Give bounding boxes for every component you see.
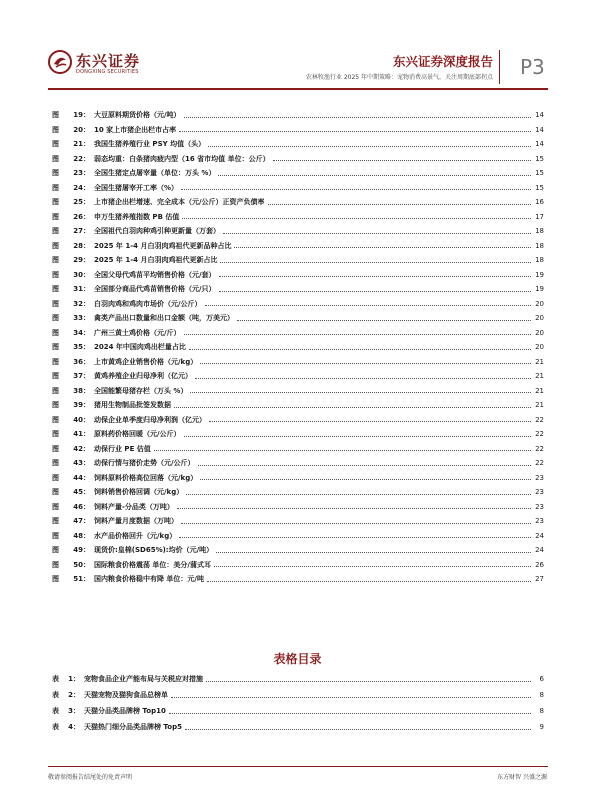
logo-text-en: DONGXING SECURITIES [76, 69, 139, 75]
figure-label: 图 [52, 256, 59, 265]
page-number: 16 [535, 198, 544, 207]
table-number: 4 [68, 723, 73, 731]
figure-title: 饲料产量-分品类（万吨） [94, 502, 174, 511]
figure-toc-entry[interactable] [52, 471, 544, 486]
page-number-label: P3 [520, 55, 545, 79]
figure-toc-entry[interactable] [52, 514, 544, 529]
page-number: 22 [535, 459, 544, 468]
figure-number: 35 [73, 343, 83, 352]
figure-toc-entry[interactable] [52, 543, 544, 558]
figure-toc-entry[interactable] [52, 297, 544, 312]
entry-colon: ： [83, 343, 90, 352]
figure-number: 26 [73, 212, 83, 221]
dot-leader [205, 305, 531, 306]
dot-leader [190, 392, 531, 393]
figure-number: 38 [73, 386, 83, 395]
entry-colon: ： [83, 415, 90, 424]
dot-leader [195, 378, 531, 379]
entry-colon: ： [83, 198, 90, 207]
dot-leader [181, 189, 531, 190]
figure-title: 白羽肉鸡和鸡肉市场价（元/公斤） [94, 299, 202, 308]
figure-label: 图 [52, 488, 59, 497]
page-number: 15 [535, 169, 544, 178]
dot-leader [209, 421, 531, 422]
dot-leader [206, 681, 531, 682]
figure-title: 弱态均重：白条猪肉疲内型（16 省市均值 单位：公斤） [94, 154, 270, 163]
page-number: 8 [539, 691, 544, 699]
entry-colon: ： [83, 270, 90, 279]
dot-leader [219, 276, 531, 277]
figure-toc-entry[interactable] [52, 181, 544, 196]
figure-number: 51 [73, 575, 83, 584]
entry-colon: ： [83, 473, 90, 482]
figure-number: 43 [73, 459, 83, 468]
figure-label: 图 [52, 125, 59, 134]
page-number: 22 [535, 415, 544, 424]
figure-toc-entry[interactable] [52, 442, 544, 457]
report-subtitle: 农林牧渔行业 2025 年中期策略：宠物消费高景气，关注周期底部拐点 [305, 74, 493, 81]
figure-title: 饲料原料价格高位回落（元/kg） [94, 473, 198, 482]
figure-toc-entry[interactable] [52, 355, 544, 370]
dot-leader [184, 117, 531, 118]
page-number: 20 [535, 299, 544, 308]
entry-colon: ： [83, 241, 90, 250]
figure-toc-entry[interactable] [52, 340, 544, 355]
dot-leader [208, 146, 531, 147]
figure-title: 动保行业 PE 估值 [94, 444, 151, 453]
figure-toc-entry[interactable] [52, 224, 544, 239]
table-label: 表 [52, 675, 59, 683]
table-number: 2 [68, 691, 73, 699]
figure-title: 上市猪企出栏增速、完全成本（元/公斤）正资产负债率 [94, 198, 265, 207]
figure-number: 27 [73, 227, 83, 236]
page-number: 24 [535, 546, 544, 555]
figure-title: 国际粮食价格震荡 单位：美分/蒲式耳 [94, 560, 211, 569]
entry-colon: ： [83, 531, 90, 540]
figure-toc-entry[interactable] [52, 253, 544, 268]
figure-toc-entry[interactable] [52, 268, 544, 283]
table-toc-entry[interactable] [52, 703, 544, 719]
figure-label: 图 [52, 227, 59, 236]
page-number: 20 [535, 328, 544, 337]
footer-slogan: 东方财智 兴盛之源 [497, 774, 547, 781]
dot-leader [174, 407, 531, 408]
page-number: 18 [535, 227, 544, 236]
figure-number: 41 [73, 430, 83, 439]
dot-leader [268, 204, 531, 205]
company-logo-icon [48, 50, 72, 74]
figure-number: 21 [73, 140, 83, 149]
entry-colon: ： [83, 111, 90, 120]
page-number: 20 [535, 343, 544, 352]
figure-toc-entry[interactable] [52, 500, 544, 515]
figure-label: 图 [52, 212, 59, 221]
dot-leader [177, 508, 531, 509]
page-number: 14 [535, 140, 544, 149]
figure-title: 国内粮食价格稳中有降 单位：元/吨 [94, 575, 204, 584]
figure-label: 图 [52, 241, 59, 250]
figure-number: 46 [73, 502, 83, 511]
page-number: 19 [535, 285, 544, 294]
figure-label: 图 [52, 314, 59, 323]
figure-label: 图 [52, 270, 59, 279]
figure-number: 19 [73, 111, 83, 120]
figure-toc-entry[interactable] [52, 210, 544, 225]
figure-number: 24 [73, 183, 83, 192]
dot-leader [198, 465, 531, 466]
figure-number: 37 [73, 372, 83, 381]
dot-leader [207, 581, 531, 582]
figure-title: 饲料销售价格回调（元/kg） [94, 488, 184, 497]
figure-label: 图 [52, 328, 59, 337]
dot-leader [216, 552, 531, 553]
figure-toc-entry[interactable] [52, 123, 544, 138]
figure-title: 2025 年 1-4 月白羽肉鸡祖代更新占比 [94, 256, 218, 265]
figure-toc-list [52, 108, 544, 587]
figure-label: 图 [52, 169, 59, 178]
page-number: 8 [539, 707, 544, 715]
figure-toc-entry[interactable] [52, 152, 544, 167]
entry-colon: ： [83, 372, 90, 381]
table-toc-entry[interactable] [52, 719, 544, 735]
table-toc-entry[interactable] [52, 671, 544, 687]
table-toc-entry[interactable] [52, 687, 544, 703]
dot-leader [169, 713, 531, 714]
table-label: 表 [52, 691, 59, 699]
page-number: 6 [539, 675, 544, 683]
figure-toc-entry[interactable] [52, 456, 544, 471]
figure-label: 图 [52, 111, 59, 120]
figure-label: 图 [52, 502, 59, 511]
figure-label: 图 [52, 357, 59, 366]
figure-title: 申万生猪养殖指数 PB 估值 [94, 212, 180, 221]
dot-leader [223, 233, 531, 234]
figure-toc-entry[interactable] [52, 485, 544, 500]
page-number: 17 [535, 212, 544, 221]
dot-leader [219, 291, 531, 292]
figure-number: 39 [73, 401, 83, 410]
entry-colon: ： [83, 212, 90, 221]
figure-title: 全国部分商品代鸡苗销售价格（元/只） [94, 285, 216, 294]
dot-leader [200, 479, 531, 480]
entry-colon: ： [83, 488, 90, 497]
figure-label: 图 [52, 285, 59, 294]
figure-title: 上市黄鸡企业销售价格（元/kg） [94, 357, 198, 366]
page-number: 18 [535, 241, 544, 250]
figure-title: 2024 年中国肉鸡出栏量占比 [94, 343, 186, 352]
figure-number: 20 [73, 125, 83, 134]
figure-number: 45 [73, 488, 83, 497]
dot-leader [237, 320, 531, 321]
entry-colon: ： [83, 154, 90, 163]
figure-title: 原料药价格回暖（元/公斤） [94, 430, 181, 439]
figure-toc-entry[interactable] [52, 108, 544, 123]
footer-rule [48, 766, 548, 767]
page-number: 23 [535, 517, 544, 526]
entry-colon: ： [73, 675, 80, 683]
figure-label: 图 [52, 299, 59, 308]
page-number: 9 [539, 723, 544, 731]
entry-colon: ： [83, 256, 90, 265]
table-number: 1 [68, 675, 73, 683]
figure-number: 48 [73, 531, 83, 540]
page-number: 22 [535, 430, 544, 439]
figure-toc-entry[interactable] [52, 413, 544, 428]
entry-colon: ： [83, 502, 90, 511]
figure-title: 禽类产品出口数量和出口金额（吨，万美元） [94, 314, 234, 323]
figure-label: 图 [52, 444, 59, 453]
dot-leader [186, 494, 531, 495]
page-number: 18 [535, 256, 544, 265]
figure-label: 图 [52, 531, 59, 540]
entry-colon: ： [83, 140, 90, 149]
figure-toc-entry[interactable] [52, 572, 544, 587]
figure-number: 28 [73, 241, 83, 250]
page-number: 15 [535, 154, 544, 163]
figure-number: 25 [73, 198, 83, 207]
figure-toc-entry[interactable] [52, 369, 544, 384]
figure-title: 10 家上市猪企出栏市占率 [94, 125, 177, 134]
dot-leader [218, 175, 531, 176]
dot-leader [154, 450, 531, 451]
figure-toc-entry[interactable] [52, 427, 544, 442]
figure-label: 图 [52, 154, 59, 163]
entry-colon: ： [83, 459, 90, 468]
dot-leader [181, 523, 531, 524]
figure-label: 图 [52, 386, 59, 395]
table-title: 天猫热门细分品类品牌榜 Top5 [84, 723, 182, 731]
figure-label: 图 [52, 473, 59, 482]
dot-leader [179, 131, 531, 132]
page-number: 21 [535, 357, 544, 366]
table-title: 天猫分品类品牌榜 Top10 [84, 707, 166, 715]
footer-disclaimer: 敬请参阅报告结尾处的免责声明 [48, 774, 133, 781]
figure-label: 图 [52, 430, 59, 439]
entry-colon: ： [83, 299, 90, 308]
entry-colon: ： [83, 517, 90, 526]
figure-number: 29 [73, 256, 83, 265]
entry-colon: ： [83, 314, 90, 323]
dot-leader [184, 436, 531, 437]
figure-label: 图 [52, 183, 59, 192]
figure-label: 图 [52, 546, 59, 555]
entry-colon: ： [83, 285, 90, 294]
figure-title: 全国生猪定点屠宰量（单位：万头 %） [94, 169, 216, 178]
figure-title: 全国生猪屠宰开工率（%） [94, 183, 179, 192]
figure-toc-entry[interactable] [52, 166, 544, 181]
entry-colon: ： [73, 723, 80, 731]
figure-toc-entry[interactable] [52, 384, 544, 399]
figure-label: 图 [52, 415, 59, 424]
table-toc-list [52, 671, 544, 735]
page-number: 14 [535, 111, 544, 120]
entry-colon: ： [83, 328, 90, 337]
figure-number: 31 [73, 285, 83, 294]
table-title: 天猫宠物及猫狗食品总榜单 [84, 691, 168, 699]
page-number: 14 [535, 125, 544, 134]
dot-leader [273, 160, 531, 161]
table-label: 表 [52, 723, 59, 731]
figure-number: 22 [73, 154, 83, 163]
entry-colon: ： [83, 560, 90, 569]
figure-number: 47 [73, 517, 83, 526]
entry-colon: ： [83, 401, 90, 410]
logo-text-cn: 东兴证券 [76, 52, 141, 70]
page-number: 23 [535, 488, 544, 497]
dot-leader [171, 697, 531, 698]
page-number: 19 [535, 270, 544, 279]
report-type-title: 东兴证券深度报告 [392, 54, 493, 69]
page-number: 21 [535, 372, 544, 381]
dot-leader [220, 262, 531, 263]
page-number: 21 [535, 401, 544, 410]
figure-number: 32 [73, 299, 83, 308]
entry-colon: ： [83, 125, 90, 134]
figure-toc-entry[interactable] [52, 398, 544, 413]
figure-title: 大豆原料期货价格（元/吨） [94, 111, 181, 120]
figure-number: 50 [73, 560, 83, 569]
dot-leader [182, 218, 531, 219]
figure-number: 33 [73, 314, 83, 323]
figure-title: 我国生猪养殖行业 PSY 均值（头） [94, 140, 206, 149]
figure-title: 全国祖代白羽肉种鸡引种更新量（万套） [94, 227, 220, 236]
entry-colon: ： [83, 169, 90, 178]
figure-toc-entry[interactable] [52, 529, 544, 544]
dot-leader [179, 537, 531, 538]
dot-leader [185, 729, 531, 730]
entry-colon: ： [73, 691, 80, 699]
page-number: 23 [535, 502, 544, 511]
figure-title: 全国能繁母猪存栏（万头 %） [94, 386, 188, 395]
dot-leader [234, 247, 531, 248]
figure-toc-entry[interactable] [52, 137, 544, 152]
entry-colon: ： [83, 227, 90, 236]
figure-toc-entry[interactable] [52, 239, 544, 254]
figure-title: 2025 年 1-4 月白羽肉鸡祖代更新品种占比 [94, 241, 232, 250]
page-number: 22 [535, 444, 544, 453]
header-rule [48, 88, 548, 90]
entry-colon: ： [83, 357, 90, 366]
entry-colon: ： [83, 575, 90, 584]
company-logo [48, 48, 158, 82]
page-number: 15 [535, 183, 544, 192]
entry-colon: ： [73, 707, 80, 715]
figure-title: 饲料产量月度数据（万吨） [94, 517, 178, 526]
figure-label: 图 [52, 198, 59, 207]
figure-number: 34 [73, 328, 83, 337]
figure-number: 40 [73, 415, 83, 424]
page-number: 23 [535, 473, 544, 482]
figure-label: 图 [52, 517, 59, 526]
dot-leader [189, 349, 531, 350]
dot-leader [184, 334, 531, 335]
figure-number: 42 [73, 444, 83, 453]
entry-colon: ： [83, 430, 90, 439]
entry-colon: ： [83, 183, 90, 192]
page-number: 26 [535, 560, 544, 569]
figure-number: 36 [73, 357, 83, 366]
entry-colon: ： [83, 444, 90, 453]
figure-number: 49 [73, 546, 83, 555]
page-number: 27 [535, 575, 544, 584]
page-number: 20 [535, 314, 544, 323]
table-label: 表 [52, 707, 59, 715]
figure-title: 全国父母代鸡苗平均销售价格（元/套） [94, 270, 216, 279]
figure-number: 30 [73, 270, 83, 279]
figure-label: 图 [52, 401, 59, 410]
table-toc-heading: 表格目录 [273, 652, 322, 666]
figure-title: 动保企业单季度归母净利润（亿元） [94, 415, 206, 424]
figure-title: 水产品价格回升（元/kg） [94, 531, 177, 540]
entry-colon: ： [83, 546, 90, 555]
figure-toc-entry[interactable] [52, 195, 544, 210]
figure-title: 广州三黄土鸡价格（元/斤） [94, 328, 181, 337]
figure-toc-entry[interactable] [52, 311, 544, 326]
page-number: 24 [535, 531, 544, 540]
header-divider [499, 50, 500, 84]
table-number: 3 [68, 707, 73, 715]
dot-leader [200, 363, 531, 364]
figure-title: 现货价:皇棉(SD65%):均价（元/吨） [94, 546, 214, 555]
figure-title: 动保行情与猪价走势（元/公斤） [94, 459, 195, 468]
figure-toc-entry[interactable] [52, 282, 544, 297]
figure-label: 图 [52, 575, 59, 584]
figure-toc-entry[interactable] [52, 326, 544, 341]
figure-title: 黄鸡养殖企业归母净利（亿元） [94, 372, 192, 381]
figure-label: 图 [52, 372, 59, 381]
dot-leader [214, 566, 531, 567]
figure-label: 图 [52, 459, 59, 468]
figure-toc-entry[interactable] [52, 558, 544, 573]
figure-number: 44 [73, 473, 83, 482]
table-title: 宠物食品企业产能布局与关税应对措施 [84, 675, 203, 683]
entry-colon: ： [83, 386, 90, 395]
figure-label: 图 [52, 560, 59, 569]
figure-label: 图 [52, 140, 59, 149]
figure-number: 23 [73, 169, 83, 178]
page-number: 21 [535, 386, 544, 395]
figure-label: 图 [52, 343, 59, 352]
figure-title: 猪用生物制品批签发数据 [94, 401, 171, 410]
